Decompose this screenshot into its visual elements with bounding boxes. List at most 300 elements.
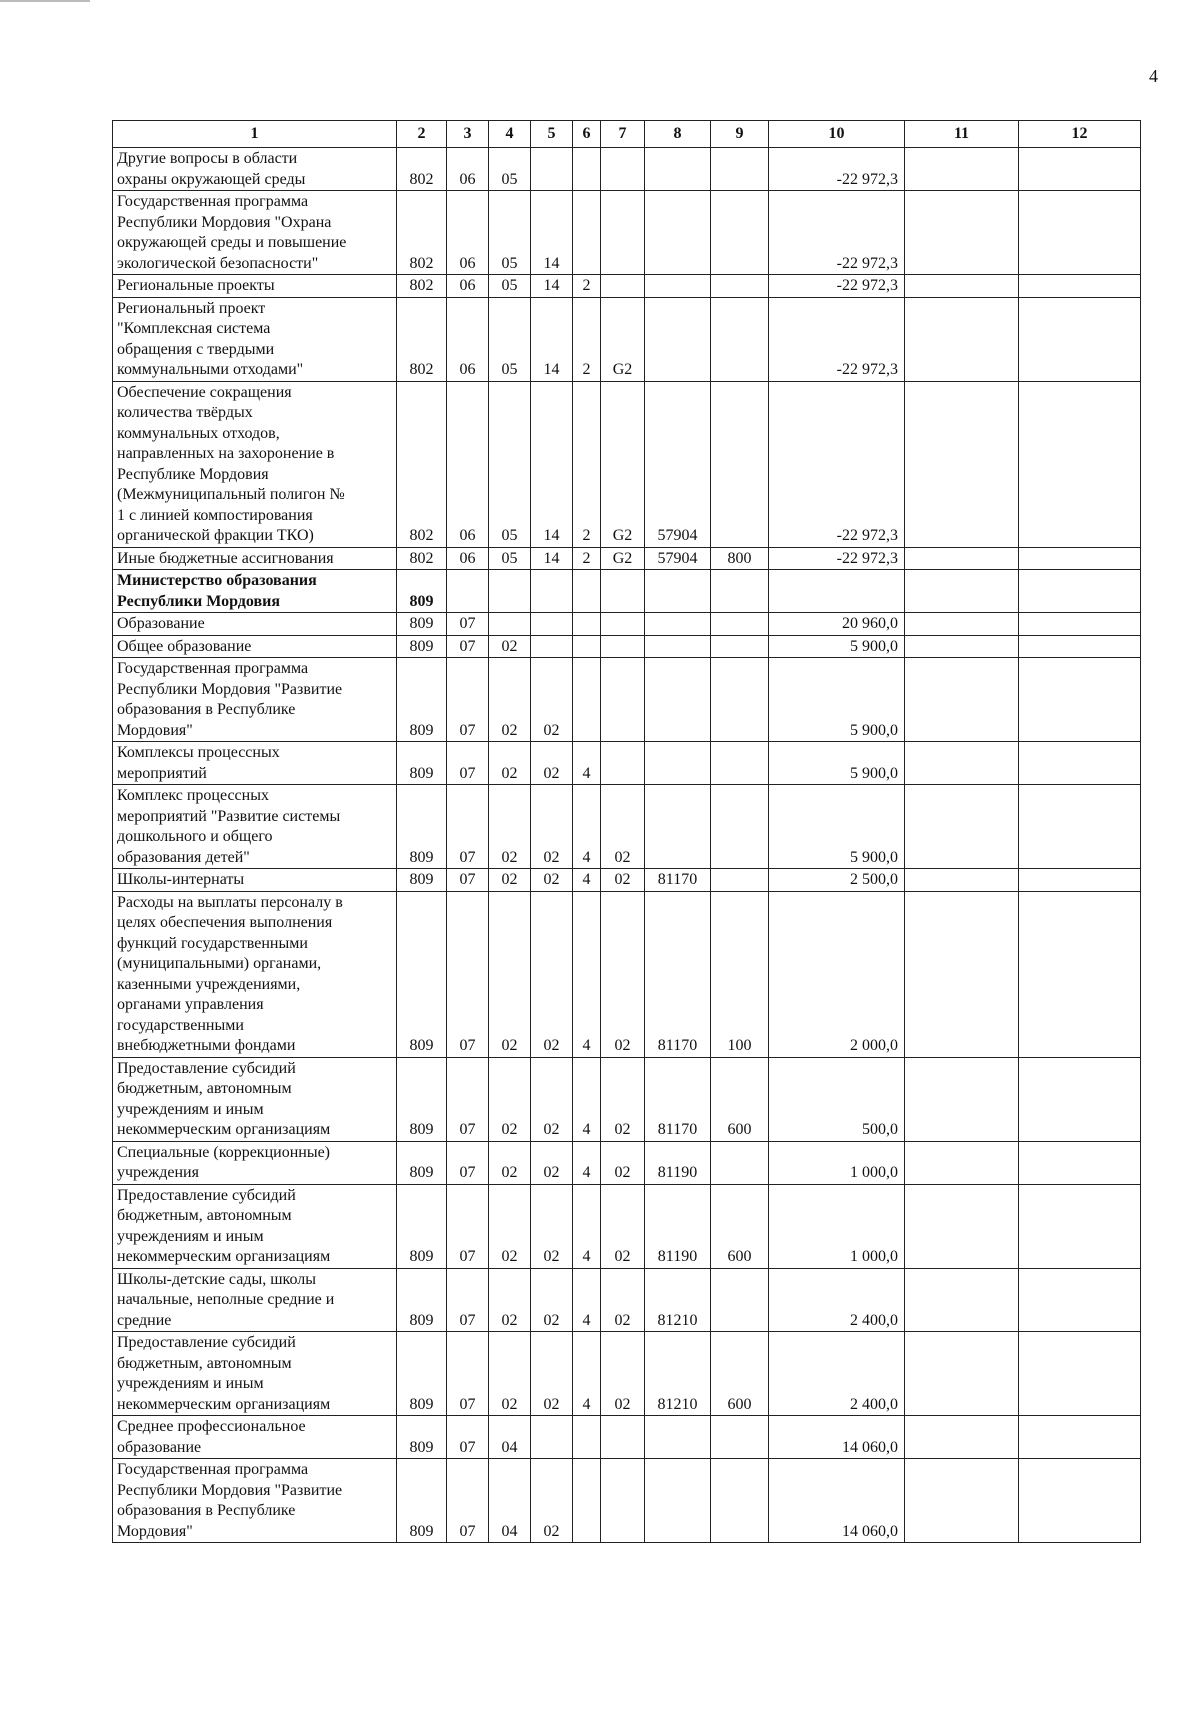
code-cell-4: 04 <box>489 1416 531 1459</box>
code-cell-6: 4 <box>573 742 601 785</box>
code-cell-4: 02 <box>489 1268 531 1332</box>
code-cell-5 <box>531 1416 573 1459</box>
code-cell-8 <box>645 785 711 869</box>
row-name-line: средние <box>117 1311 172 1329</box>
amount-cell: 1 000,0 <box>769 1141 905 1184</box>
code-cell-5: 02 <box>531 1268 573 1332</box>
row-name-line: образования в Республике <box>117 701 296 718</box>
amount-cell: 500,0 <box>769 1057 905 1141</box>
code-cell-12 <box>1019 742 1141 785</box>
row-name-line: бюджетным, автономным <box>117 1207 292 1224</box>
code-cell-6: 2 <box>573 297 601 381</box>
code-cell-7 <box>601 148 645 191</box>
row-name-line: Государственная программа <box>117 193 309 210</box>
code-cell-6: 4 <box>573 1141 601 1184</box>
code-cell-7 <box>601 658 645 742</box>
code-cell-6: 4 <box>573 891 601 1057</box>
code-cell-3: 07 <box>447 1268 489 1332</box>
row-name-line: Региональные проекты <box>117 277 275 294</box>
code-cell-12 <box>1019 613 1141 636</box>
code-cell-11 <box>905 869 1019 892</box>
row-name-line: Мордовия" <box>117 721 193 739</box>
header-cell-2: 2 <box>397 121 447 148</box>
code-cell-11 <box>905 1268 1019 1332</box>
code-cell-8 <box>645 1416 711 1459</box>
code-cell-11 <box>905 570 1019 613</box>
code-cell-11 <box>905 1332 1019 1416</box>
code-cell-9 <box>711 570 769 613</box>
code-cell-4: 02 <box>489 1184 531 1268</box>
code-cell-9 <box>711 869 769 892</box>
code-cell-5: 02 <box>531 1141 573 1184</box>
code-cell-3: 07 <box>447 1332 489 1416</box>
code-cell-12 <box>1019 891 1141 1057</box>
row-name-line: Министерство образования <box>117 572 317 589</box>
row-name-line: Республики Мордовия <box>117 592 280 610</box>
code-cell-9 <box>711 275 769 298</box>
code-cell-11 <box>905 1057 1019 1141</box>
code-cell-2: 809 <box>397 1268 447 1332</box>
row-name-line: органами управления <box>117 996 264 1013</box>
code-cell-2: 802 <box>397 547 447 570</box>
code-cell-7: G2 <box>601 297 645 381</box>
code-cell-6 <box>573 1416 601 1459</box>
row-name-line: (муниципальными) органами, <box>117 955 322 972</box>
table-row <box>113 547 1141 570</box>
row-name-line: коммунальных отходов, <box>117 424 280 442</box>
code-cell-9 <box>711 1416 769 1459</box>
code-cell-12 <box>1019 1268 1141 1332</box>
code-cell-6: 4 <box>573 1057 601 1141</box>
code-cell-7 <box>601 1459 645 1543</box>
row-name-line: Школы-интернаты <box>117 871 245 888</box>
code-cell-7: G2 <box>601 381 645 547</box>
row-name-line: дошкольного и общего <box>117 828 273 845</box>
code-cell-3: 07 <box>447 658 489 742</box>
code-cell-7: G2 <box>601 547 645 570</box>
row-name-cell <box>113 1141 397 1184</box>
code-cell-9: 600 <box>711 1184 769 1268</box>
amount-cell <box>769 570 905 613</box>
row-name-line: образование <box>117 1438 202 1456</box>
row-name-line: некоммерческим организациям <box>117 1395 331 1413</box>
header-cell-11: 11 <box>905 121 1019 148</box>
row-name-line: окружающей среды и повышение <box>117 234 347 251</box>
row-name-cell <box>113 381 397 547</box>
code-cell-6 <box>573 658 601 742</box>
code-cell-9: 600 <box>711 1332 769 1416</box>
table-row <box>113 891 1141 1057</box>
code-cell-9 <box>711 658 769 742</box>
table-row <box>113 570 1141 613</box>
row-name-line: (Межмуниципальный полигон № <box>117 486 345 503</box>
code-cell-8 <box>645 570 711 613</box>
amount-cell: 5 900,0 <box>769 635 905 658</box>
amount-cell: -22 972,3 <box>769 381 905 547</box>
row-name-line: Республике Мордовия <box>117 465 269 483</box>
row-name-line: функций государственными <box>117 934 308 952</box>
row-name-line: Мордовия" <box>117 1522 193 1540</box>
row-name-line: Другие вопросы в области <box>117 150 298 167</box>
row-name-line: мероприятий <box>117 764 207 782</box>
code-cell-3: 07 <box>447 1459 489 1543</box>
amount-cell: -22 972,3 <box>769 547 905 570</box>
header-cell-4: 4 <box>489 121 531 148</box>
code-cell-8 <box>645 297 711 381</box>
code-cell-9 <box>711 1141 769 1184</box>
table-row <box>113 1057 1141 1141</box>
code-cell-5: 02 <box>531 1057 573 1141</box>
table-row <box>113 658 1141 742</box>
code-cell-5 <box>531 635 573 658</box>
row-name-cell <box>113 570 397 613</box>
code-cell-6: 4 <box>573 869 601 892</box>
code-cell-12 <box>1019 1057 1141 1141</box>
code-cell-5: 02 <box>531 742 573 785</box>
code-cell-9 <box>711 635 769 658</box>
amount-cell: 14 060,0 <box>769 1416 905 1459</box>
scan-edge-mark <box>0 0 90 2</box>
row-name-line: направленных на захоронение в <box>117 445 335 462</box>
code-cell-4: 05 <box>489 297 531 381</box>
row-name-cell <box>113 891 397 1057</box>
amount-cell: 2 400,0 <box>769 1332 905 1416</box>
code-cell-5: 02 <box>531 658 573 742</box>
code-cell-2: 809 <box>397 742 447 785</box>
code-cell-7: 02 <box>601 869 645 892</box>
code-cell-4: 02 <box>489 742 531 785</box>
row-name-line: учреждениям и иным <box>117 1375 264 1392</box>
row-name-line: образования в Республике <box>117 1502 296 1519</box>
code-cell-6: 4 <box>573 1332 601 1416</box>
code-cell-9 <box>711 191 769 275</box>
table-row <box>113 869 1141 892</box>
code-cell-3: 06 <box>447 381 489 547</box>
code-cell-5 <box>531 570 573 613</box>
table-row <box>113 635 1141 658</box>
row-name-line: Республики Мордовия "Охрана <box>117 213 332 231</box>
code-cell-7 <box>601 570 645 613</box>
code-cell-7: 02 <box>601 1057 645 1141</box>
code-cell-11 <box>905 297 1019 381</box>
row-name-line: начальные, неполные средние и <box>117 1291 335 1308</box>
code-cell-4: 05 <box>489 148 531 191</box>
code-cell-9 <box>711 742 769 785</box>
code-cell-8: 81210 <box>645 1268 711 1332</box>
table-row <box>113 148 1141 191</box>
code-cell-11 <box>905 547 1019 570</box>
table-row <box>113 1268 1141 1332</box>
code-cell-4 <box>489 570 531 613</box>
amount-cell: 2 000,0 <box>769 891 905 1057</box>
code-cell-12 <box>1019 1416 1141 1459</box>
table-row <box>113 1184 1141 1268</box>
row-name-line: коммунальными отходами" <box>117 361 304 378</box>
code-cell-11 <box>905 148 1019 191</box>
code-cell-8: 81190 <box>645 1184 711 1268</box>
code-cell-2: 809 <box>397 1416 447 1459</box>
code-cell-8 <box>645 148 711 191</box>
row-name-line: количества твёрдых <box>117 404 253 421</box>
table-row <box>113 381 1141 547</box>
code-cell-3: 07 <box>447 869 489 892</box>
header-cell-12: 12 <box>1019 121 1141 148</box>
code-cell-12 <box>1019 635 1141 658</box>
code-cell-6 <box>573 148 601 191</box>
code-cell-3: 07 <box>447 1416 489 1459</box>
row-name-line: Обеспечение сокращения <box>117 383 292 401</box>
code-cell-4: 02 <box>489 1332 531 1416</box>
row-name-line: Иные бюджетные ассигнования <box>117 549 334 567</box>
code-cell-3: 07 <box>447 785 489 869</box>
code-cell-2: 802 <box>397 275 447 298</box>
code-cell-6: 2 <box>573 381 601 547</box>
row-name-line: Республики Мордовия "Развитие <box>117 680 343 698</box>
code-cell-3: 06 <box>447 297 489 381</box>
table-row <box>113 275 1141 298</box>
code-cell-12 <box>1019 297 1141 381</box>
amount-cell: 14 060,0 <box>769 1459 905 1543</box>
code-cell-4: 05 <box>489 191 531 275</box>
row-name-line: Школы-детские сады, школы <box>117 1270 317 1288</box>
code-cell-5: 02 <box>531 1332 573 1416</box>
code-cell-2: 809 <box>397 613 447 636</box>
header-row <box>113 121 1141 148</box>
row-name-cell <box>113 785 397 869</box>
header-cell-9: 9 <box>711 121 769 148</box>
row-name-line: Предоставление субсидий <box>117 1334 296 1351</box>
code-cell-2: 809 <box>397 891 447 1057</box>
row-name-line: Комплексы процессных <box>117 744 280 761</box>
code-cell-11 <box>905 635 1019 658</box>
code-cell-7 <box>601 635 645 658</box>
row-name-line: экологической безопасности" <box>117 254 319 272</box>
code-cell-6: 4 <box>573 785 601 869</box>
code-cell-3: 06 <box>447 148 489 191</box>
code-cell-8: 81210 <box>645 1332 711 1416</box>
row-name-line: Общее образование <box>117 637 252 655</box>
code-cell-7 <box>601 275 645 298</box>
code-cell-3: 07 <box>447 613 489 636</box>
header-cell-10: 10 <box>769 121 905 148</box>
code-cell-4: 02 <box>489 635 531 658</box>
code-cell-9: 800 <box>711 547 769 570</box>
row-name-line: Республики Мордовия "Развитие <box>117 1481 343 1499</box>
table-row <box>113 1416 1141 1459</box>
code-cell-4: 02 <box>489 869 531 892</box>
code-cell-2: 802 <box>397 148 447 191</box>
code-cell-9 <box>711 148 769 191</box>
amount-cell: 2 500,0 <box>769 869 905 892</box>
code-cell-8: 81170 <box>645 1057 711 1141</box>
code-cell-11 <box>905 1416 1019 1459</box>
code-cell-8 <box>645 635 711 658</box>
row-name-cell <box>113 1184 397 1268</box>
code-cell-8 <box>645 742 711 785</box>
code-cell-4: 02 <box>489 785 531 869</box>
code-cell-8 <box>645 275 711 298</box>
row-name-cell <box>113 547 397 570</box>
table-header <box>113 121 1141 148</box>
code-cell-12 <box>1019 1141 1141 1184</box>
row-name-cell <box>113 1416 397 1459</box>
code-cell-5: 14 <box>531 297 573 381</box>
code-cell-6 <box>573 613 601 636</box>
code-cell-12 <box>1019 275 1141 298</box>
code-cell-7 <box>601 191 645 275</box>
code-cell-12 <box>1019 869 1141 892</box>
amount-cell: 20 960,0 <box>769 613 905 636</box>
code-cell-7: 02 <box>601 1184 645 1268</box>
code-cell-7 <box>601 613 645 636</box>
amount-cell: 5 900,0 <box>769 742 905 785</box>
code-cell-12 <box>1019 1184 1141 1268</box>
code-cell-7: 02 <box>601 1332 645 1416</box>
code-cell-7: 02 <box>601 1268 645 1332</box>
code-cell-8: 81170 <box>645 891 711 1057</box>
code-cell-8: 81170 <box>645 869 711 892</box>
code-cell-2: 802 <box>397 191 447 275</box>
row-name-line: Образование <box>117 615 205 632</box>
code-cell-9: 100 <box>711 891 769 1057</box>
code-cell-9 <box>711 381 769 547</box>
row-name-line: бюджетным, автономным <box>117 1080 292 1097</box>
amount-cell: -22 972,3 <box>769 275 905 298</box>
code-cell-11 <box>905 191 1019 275</box>
code-cell-3: 07 <box>447 1184 489 1268</box>
code-cell-5: 14 <box>531 547 573 570</box>
code-cell-9 <box>711 297 769 381</box>
row-name-line: Среднее профессиональное <box>117 1418 306 1435</box>
code-cell-12 <box>1019 148 1141 191</box>
code-cell-2: 809 <box>397 785 447 869</box>
budget-table <box>112 120 1141 1543</box>
code-cell-5: 02 <box>531 1459 573 1543</box>
code-cell-7: 02 <box>601 1141 645 1184</box>
amount-cell: -22 972,3 <box>769 191 905 275</box>
code-cell-6 <box>573 191 601 275</box>
row-name-line: государственными <box>117 1016 244 1034</box>
code-cell-5: 14 <box>531 275 573 298</box>
code-cell-3: 06 <box>447 547 489 570</box>
row-name-line: охраны окружающей среды <box>117 170 306 188</box>
code-cell-12 <box>1019 1459 1141 1543</box>
row-name-line: некоммерческим организациям <box>117 1248 331 1265</box>
code-cell-2: 809 <box>397 1057 447 1141</box>
header-cell-5: 5 <box>531 121 573 148</box>
code-cell-8: 81190 <box>645 1141 711 1184</box>
code-cell-8 <box>645 658 711 742</box>
row-name-line: Региональный проект <box>117 299 266 317</box>
row-name-cell <box>113 1057 397 1141</box>
code-cell-11 <box>905 1459 1019 1543</box>
code-cell-11 <box>905 1184 1019 1268</box>
code-cell-9 <box>711 613 769 636</box>
code-cell-11 <box>905 381 1019 547</box>
code-cell-5: 14 <box>531 381 573 547</box>
row-name-cell <box>113 1268 397 1332</box>
code-cell-2: 802 <box>397 297 447 381</box>
code-cell-8: 57904 <box>645 381 711 547</box>
code-cell-6 <box>573 570 601 613</box>
code-cell-4: 02 <box>489 1057 531 1141</box>
code-cell-2: 809 <box>397 1141 447 1184</box>
code-cell-5: 02 <box>531 869 573 892</box>
table-row <box>113 191 1141 275</box>
code-cell-9 <box>711 785 769 869</box>
code-cell-11 <box>905 891 1019 1057</box>
code-cell-11 <box>905 1141 1019 1184</box>
code-cell-5: 02 <box>531 891 573 1057</box>
code-cell-6: 2 <box>573 275 601 298</box>
code-cell-12 <box>1019 1332 1141 1416</box>
code-cell-8 <box>645 191 711 275</box>
code-cell-4: 05 <box>489 547 531 570</box>
code-cell-2: 809 <box>397 1184 447 1268</box>
code-cell-7: 02 <box>601 891 645 1057</box>
code-cell-5 <box>531 613 573 636</box>
row-name-line: мероприятий "Развитие системы <box>117 807 341 825</box>
code-cell-3: 06 <box>447 275 489 298</box>
code-cell-5: 02 <box>531 1184 573 1268</box>
code-cell-3 <box>447 570 489 613</box>
code-cell-12 <box>1019 547 1141 570</box>
row-name-line: казенными учреждениями, <box>117 975 301 993</box>
code-cell-7 <box>601 742 645 785</box>
code-cell-3: 07 <box>447 635 489 658</box>
row-name-cell <box>113 635 397 658</box>
row-name-cell <box>113 742 397 785</box>
code-cell-12 <box>1019 381 1141 547</box>
row-name-cell <box>113 191 397 275</box>
row-name-line: Комплекс процессных <box>117 787 269 804</box>
table-row <box>113 1141 1141 1184</box>
amount-cell: 5 900,0 <box>769 658 905 742</box>
row-name-cell <box>113 1332 397 1416</box>
code-cell-7 <box>601 1416 645 1459</box>
code-cell-8: 57904 <box>645 547 711 570</box>
row-name-cell <box>113 275 397 298</box>
code-cell-11 <box>905 742 1019 785</box>
header-cell-7: 7 <box>601 121 645 148</box>
code-cell-4: 02 <box>489 1141 531 1184</box>
code-cell-3: 07 <box>447 742 489 785</box>
code-cell-5: 02 <box>531 785 573 869</box>
row-name-line: Предоставление субсидий <box>117 1059 296 1077</box>
code-cell-12 <box>1019 658 1141 742</box>
table-row <box>113 613 1141 636</box>
header-cell-6: 6 <box>573 121 601 148</box>
code-cell-4: 05 <box>489 275 531 298</box>
code-cell-11 <box>905 275 1019 298</box>
code-cell-2: 802 <box>397 381 447 547</box>
code-cell-9 <box>711 1459 769 1543</box>
table-row <box>113 785 1141 869</box>
table-row <box>113 1459 1141 1543</box>
page-number: 4 <box>1149 66 1158 86</box>
code-cell-2: 809 <box>397 570 447 613</box>
code-cell-4 <box>489 613 531 636</box>
amount-cell: -22 972,3 <box>769 297 905 381</box>
code-cell-11 <box>905 785 1019 869</box>
code-cell-6 <box>573 1459 601 1543</box>
code-cell-9 <box>711 1268 769 1332</box>
table-body <box>113 148 1141 1543</box>
code-cell-2: 809 <box>397 1332 447 1416</box>
row-name-line: бюджетным, автономным <box>117 1354 292 1372</box>
row-name-line: Государственная программа <box>117 660 309 677</box>
header-cell-8: 8 <box>645 121 711 148</box>
